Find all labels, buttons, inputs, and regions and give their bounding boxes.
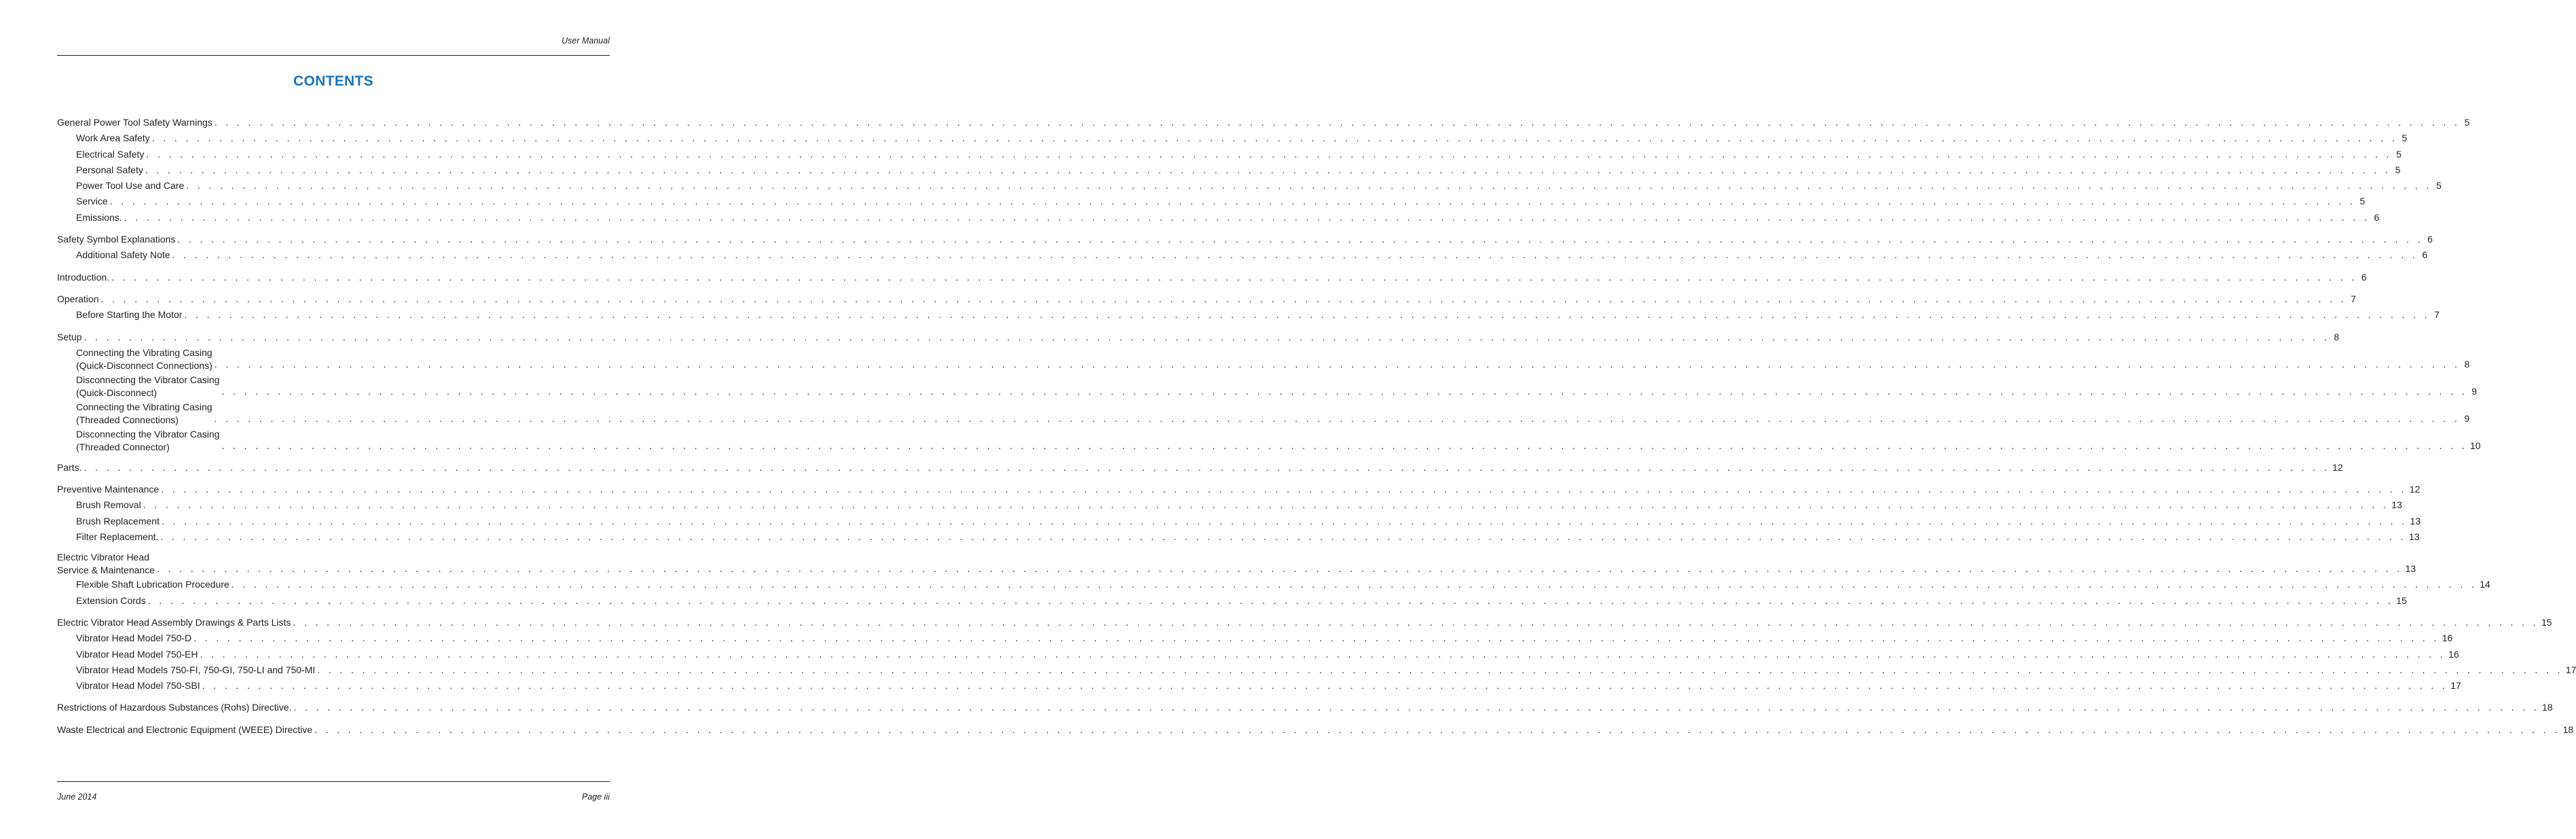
toc-subentry[interactable] — [57, 630, 2453, 646]
toc-subentry[interactable] — [57, 593, 2407, 609]
toc-page-number: 5 — [2359, 196, 2366, 207]
toc-subentry[interactable] — [57, 247, 2428, 263]
toc-entry-title-line: Connecting the Vibrating Casing — [76, 401, 213, 412]
toc-entry-title-line: Parts. — [57, 461, 82, 473]
toc-dot-leader: . . . . . . . . . . . . . . . . . . . . . . . . . . . . . . . . . . . . . . . . . . . . . . . . . . . . . . . . . . . . . . . . . . . . . . . . . . . . . . . . . . . . . . . . . . . . . . . . . . . . . . . . . . . . . . . . . . . . . . . . . . . . . . . . . . . . . . . . . . . . . . . . . . . . . . . . . . . . . . . . . . . . . . . . . . . . . . . . . . . . . . . . . . . . . . . . . . . . . . . . — [151, 132, 2398, 144]
toc-entry-title — [76, 194, 108, 209]
toc-subentry[interactable] — [57, 130, 2408, 146]
toc-entry-title — [76, 210, 122, 226]
toc-section — [57, 329, 2481, 454]
toc-subentry[interactable] — [57, 647, 2459, 662]
toc-section — [57, 291, 2440, 323]
toc-dot-leader: . . . . . . . . . . . . . . . . . . . . . . . . . . . . . . . . . . . . . . . . . . . . . . . . . . . . . . . . . . . . . . . . . . . . . . . . . . . . . . . . . . . . . . . . . . . . . . . . . . . . . . . . . . . . . . . . . . . . . . . . . . . . . . . . . . . . . . . . . . . . . . . . . . . . . . . . . . . . . . . . . . . . . . . . . . . . . . . . . . . . . . . . . . . . . . . . . . . . . . . . — [156, 563, 2403, 575]
toc-section — [57, 722, 2574, 738]
toc-dot-leader: . . . . . . . . . . . . . . . . . . . . . . . . . . . . . . . . . . . . . . . . . . . . . . . . . . . . . . . . . . . . . . . . . . . . . . . . . . . . . . . . . . . . . . . . . . . . . . . . . . . . . . . . . . . . . . . . . . . . . . . . . . . . . . . . . . . . . . . . . . . . . . . . . . . . . . . . . . . . . . . . . . . . . . . . . . . . . . . . . . . . . . . . . . . . . . . . . . . . . . . . — [214, 358, 2461, 370]
toc-subentry[interactable] — [57, 497, 2402, 513]
toc-section — [57, 115, 2470, 226]
toc-dot-leader: . . . . . . . . . . . . . . . . . . . . . . . . . . . . . . . . . . . . . . . . . . . . . . . . . . . . . . . . . . . . . . . . . . . . . . . . . . . . . . . . . . . . . . . . . . . . . . . . . . . . . . . . . . . . . . . . . . . . . . . . . . . . . . . . . . . . . . . . . . . . . . . . . . . . . . . . . . . . . . . . . . . . . . . . . . . . . . . . . . . . . . . . . . . . . . . . . . . . . . . . — [231, 579, 2478, 590]
toc-dot-leader: . . . . . . . . . . . . . . . . . . . . . . . . . . . . . . . . . . . . . . . . . . . . . . . . . . . . . . . . . . . . . . . . . . . . . . . . . . . . . . . . . . . . . . . . . . . . . . . . . . . . . . . . . . . . . . . . . . . . . . . . . . . . . . . . . . . . . . . . . . . . . . . . . . . . . . . . . . . . . . . . . . . . . . . . . . . . . . . . . . . . . . . . . . . . . . . . . . . . . . . . — [109, 196, 2356, 207]
footer-rule — [57, 781, 610, 782]
toc-entry-title-line: Vibrator Head Models 750-FI, 750-GI, 750-LI and 750-MI — [76, 664, 316, 675]
toc-entry-title — [57, 615, 291, 630]
toc-subentry[interactable] — [57, 178, 2442, 194]
toc-page-number: 5 — [2396, 148, 2402, 160]
toc-entry-title-line: Electrical Safety — [76, 148, 145, 160]
toc-entry-title-line: Emissions. — [76, 211, 122, 223]
toc-page-number: 8 — [2334, 331, 2340, 342]
toc-entry-title-line: Power Tool Use and Care — [76, 180, 185, 192]
toc-entry-title — [57, 460, 82, 476]
toc-dot-leader: . . . . . . . . . . . . . . . . . . . . . . . . . . . . . . . . . . . . . . . . . . . . . . . . . . . . . . . . . . . . . . . . . . . . . . . . . . . . . . . . . . . . . . . . . . . . . . . . . . . . . . . . . . . . . . . . . . . . . . . . . . . . . . . . . . . . . . . . . . . . . . . . . . . . . . . . . . . . . . . . . . . . . . . . . . . . . . . . . . . . . . . . . . . . . . . . . . . . . . . . — [111, 271, 2357, 283]
toc-subentry[interactable] — [57, 307, 2440, 323]
toc-dot-leader: . . . . . . . . . . . . . . . . . . . . . . . . . . . . . . . . . . . . . . . . . . . . . . . . . . . . . . . . . . . . . . . . . . . . . . . . . . . . . . . . . . . . . . . . . . . . . . . . . . . . . . . . . . . . . . . . . . . . . . . . . . . . . . . . . . . . . . . . . . . . . . . . . . . . . . . . . . . . . . . . . . . . . . . . . . . . . . . . . . . . . . . . . . . . . . . . . . . . . . . . — [314, 724, 2560, 735]
toc-entry[interactable] — [57, 270, 2367, 285]
toc-dot-leader: . . . . . . . . . . . . . . . . . . . . . . . . . . . . . . . . . . . . . . . . . . . . . . . . . . . . . . . . . . . . . . . . . . . . . . . . . . . . . . . . . . . . . . . . . . . . . . . . . . . . . . . . . . . . . . . . . . . . . . . . . . . . . . . . . . . . . . . . . . . . . . . . . . . . . . . . . . . . . . . . . . . . . . . . . . . . . . . . . . . . . . . . . . . . . . . . . . . . . . . . — [184, 309, 2430, 321]
toc-page-number: 12 — [2409, 484, 2421, 495]
toc-entry-title — [76, 514, 160, 529]
toc-entry-title-line: Brush Removal — [76, 499, 141, 511]
toc-entry-title — [57, 722, 312, 738]
toc-page-number: 9 — [2464, 412, 2470, 424]
toc-dot-leader: . . . . . . . . . . . . . . . . . . . . . . . . . . . . . . . . . . . . . . . . . . . . . . . . . . . . . . . . . . . . . . . . . . . . . . . . . . . . . . . . . . . . . . . . . . . . . . . . . . . . . . . . . . . . . . . . . . . . . . . . . . . . . . . . . . . . . . . . . . . . . . . . . . . . . . . . . . . . . . . . . . . . . . . . . . . . . . . . . . . . . . . . . . . . . . . . . . . . . . . . — [161, 484, 2407, 495]
toc-dot-leader: . . . . . . . . . . . . . . . . . . . . . . . . . . . . . . . . . . . . . . . . . . . . . . . . . . . . . . . . . . . . . . . . . . . . . . . . . . . . . . . . . . . . . . . . . . . . . . . . . . . . . . . . . . . . . . . . . . . . . . . . . . . . . . . . . . . . . . . . . . . . . . . . . . . . . . . . . . . . . . . . . . . . . . . . . . . . . . . . . . . . . . . . . . . . . . . . . . . . . . . . — [161, 515, 2408, 526]
toc-page-number: 6 — [2374, 211, 2380, 223]
header-rule — [57, 55, 610, 56]
toc-entry-title — [76, 662, 315, 678]
toc-page-number: 5 — [2464, 117, 2470, 128]
footer-date: June 2014 — [57, 792, 97, 802]
toc-subentry[interactable] — [57, 374, 2477, 399]
toc-page-number: 5 — [2402, 132, 2408, 144]
toc-entry-title — [57, 551, 155, 577]
toc-entry-title — [57, 115, 213, 130]
toc-entry-title — [76, 247, 170, 263]
toc-entry-title-line: Restrictions of Hazardous Substances (Rohs) Directive. — [57, 702, 292, 713]
toc-entry-title-line: Vibrator Head Model 750-EH — [76, 648, 198, 660]
toc-subentry[interactable] — [57, 162, 2401, 178]
toc-page-number: 13 — [2408, 531, 2420, 543]
toc-entry-title-line: Connecting the Vibrating Casing — [76, 346, 213, 358]
toc-entry[interactable] — [57, 482, 2421, 497]
toc-dot-leader: . . . . . . . . . . . . . . . . . . . . . . . . . . . . . . . . . . . . . . . . . . . . . . . . . . . . . . . . . . . . . . . . . . . . . . . . . . . . . . . . . . . . . . . . . . . . . . . . . . . . . . . . . . . . . . . . . . . . . . . . . . . . . . . . . . . . . . . . . . . . . . . . . . . . . . . . . . . . . . . . . . . . . . . . . . . . . . . . . . . . . . . . . . . . . . . . . . . . . . . . — [124, 211, 2370, 223]
toc-dot-leader: . . . . . . . . . . . . . . . . . . . . . . . . . . . . . . . . . . . . . . . . . . . . . . . . . . . . . . . . . . . . . . . . . . . . . . . . . . . . . . . . . . . . . . . . . . . . . . . . . . . . . . . . . . . . . . . . . . . . . . . . . . . . . . . . . . . . . . . . . . . . . . . . . . . . . . . . . . . . . . . . . . . . . . . . . . . . . . . . . . . . . . . . . . . . . . . . . . . . . . . . — [317, 664, 2563, 675]
toc-entry[interactable] — [57, 615, 2552, 630]
page-title: CONTENTS — [293, 73, 373, 89]
toc-section — [57, 615, 2576, 694]
toc-entry-title — [76, 529, 158, 545]
toc-section — [57, 460, 2343, 476]
toc-entry-title — [57, 291, 98, 307]
toc-dot-leader: . . . . . . . . . . . . . . . . . . . . . . . . . . . . . . . . . . . . . . . . . . . . . . . . . . . . . . . . . . . . . . . . . . . . . . . . . . . . . . . . . . . . . . . . . . . . . . . . . . . . . . . . . . . . . . . . . . . . . . . . . . . . . . . . . . . . . . . . . . . . . . . . . . . . . . . . . . . . . . . . . . . . . . . . . . . . . . . . . . . . . . . . . . . . . . . . . . . . . . . . — [293, 616, 2539, 628]
toc-dot-leader: . . . . . . . . . . . . . . . . . . . . . . . . . . . . . . . . . . . . . . . . . . . . . . . . . . . . . . . . . . . . . . . . . . . . . . . . . . . . . . . . . . . . . . . . . . . . . . . . . . . . . . . . . . . . . . . . . . . . . . . . . . . . . . . . . . . . . . . . . . . . . . . . . . . . . . . . . . . . . . . . . . . . . . . . . . . . . . . . . . . . . . . . . . . . . . . . . . . . . . . . — [84, 331, 2330, 342]
toc-entry-title-line: Vibrator Head Model 750-D — [76, 632, 192, 644]
toc-page-number: 6 — [2422, 249, 2428, 261]
toc-page-number: 6 — [2427, 234, 2433, 245]
toc-page-number: 16 — [2448, 648, 2459, 660]
toc-page-number: 8 — [2464, 358, 2470, 370]
toc-subentry[interactable] — [57, 194, 2366, 209]
toc-dot-leader: . . . . . . . . . . . . . . . . . . . . . . . . . . . . . . . . . . . . . . . . . . . . . . . . . . . . . . . . . . . . . . . . . . . . . . . . . . . . . . . . . . . . . . . . . . . . . . . . . . . . . . . . . . . . . . . . . . . . . . . . . . . . . . . . . . . . . . . . . . . . . . . . . . . . . . . . . . . . . . . . . . . . . . . . . . . . . . . . . . . . . . . . . . . . . . . . . . . . . . . . — [202, 680, 2448, 692]
toc-entry-title-line: Electric Vibrator Head Assembly Drawings & Parts Lists — [57, 616, 291, 628]
toc-entry-title — [76, 147, 144, 162]
toc-section — [57, 270, 2367, 285]
toc-entry-title-line: (Quick-Disconnect Connections) — [76, 359, 213, 371]
toc-entry-title-line: Personal Safety — [76, 164, 143, 175]
toc-entry-title-line: Preventive Maintenance — [57, 484, 160, 495]
toc-page-number: 12 — [2332, 461, 2343, 473]
toc-section — [57, 482, 2421, 545]
toc-subentry[interactable] — [57, 346, 2470, 372]
toc-entry-title — [76, 497, 141, 513]
toc-entry-title — [76, 162, 143, 178]
toc-entry-title — [76, 577, 229, 592]
toc-entry[interactable] — [57, 551, 2416, 577]
toc-subentry[interactable] — [57, 428, 2481, 454]
table-of-contents — [57, 115, 2576, 744]
toc-page-number: 5 — [2436, 180, 2442, 192]
toc-entry[interactable] — [57, 291, 2357, 307]
toc-subentry[interactable] — [57, 662, 2576, 678]
toc-entry-title-line: General Power Tool Safety Warnings — [57, 117, 213, 128]
toc-entry-title — [76, 374, 219, 399]
toc-entry[interactable] — [57, 329, 2340, 345]
toc-dot-leader: . . . . . . . . . . . . . . . . . . . . . . . . . . . . . . . . . . . . . . . . . . . . . . . . . . . . . . . . . . . . . . . . . . . . . . . . . . . . . . . . . . . . . . . . . . . . . . . . . . . . . . . . . . . . . . . . . . . . . . . . . . . . . . . . . . . . . . . . . . . . . . . . . . . . . . . . . . . . . . . . . . . . . . . . . . . . . . . . . . . . . . . . . . . . . . . . . . . . . . . . — [145, 164, 2391, 175]
toc-section — [57, 232, 2433, 264]
toc-dot-leader: . . . . . . . . . . . . . . . . . . . . . . . . . . . . . . . . . . . . . . . . . . . . . . . . . . . . . . . . . . . . . . . . . . . . . . . . . . . . . . . . . . . . . . . . . . . . . . . . . . . . . . . . . . . . . . . . . . . . . . . . . . . . . . . . . . . . . . . . . . . . . . . . . . . . . . . . . . . . . . . . . . . . . . . . . . . . . . . . . . . . . . . . . . . . . . . . . . . . . . . . — [194, 632, 2440, 644]
toc-entry-title-line: Setup — [57, 331, 82, 342]
toc-page-number: 17 — [2565, 664, 2576, 675]
toc-entry-title-line: (Threaded Connector) — [76, 441, 170, 452]
toc-entry-title — [76, 346, 213, 372]
toc-entry-title-line: Service — [76, 196, 108, 207]
toc-entry[interactable] — [57, 115, 2470, 130]
toc-page-number: 15 — [2541, 616, 2552, 628]
toc-subentry[interactable] — [57, 514, 2421, 529]
toc-subentry[interactable] — [57, 577, 2490, 592]
toc-page-number: 7 — [2351, 293, 2357, 304]
toc-entry-title-line: Electric Vibrator Head — [57, 552, 149, 563]
toc-entry-title-line: Service & Maintenance — [57, 565, 155, 576]
toc-section — [57, 551, 2490, 609]
toc-entry-title-line: Before Starting the Motor — [76, 309, 183, 321]
toc-page-number: 18 — [2562, 724, 2574, 735]
toc-dot-leader: . . . . . . . . . . . . . . . . . . . . . . . . . . . . . . . . . . . . . . . . . . . . . . . . . . . . . . . . . . . . . . . . . . . . . . . . . . . . . . . . . . . . . . . . . . . . . . . . . . . . . . . . . . . . . . . . . . . . . . . . . . . . . . . . . . . . . . . . . . . . . . . . . . . . . . . . . . . . . . . . . . . . . . . . . . . . . . . . . . . . . . . . . . . . . . . . . . . . . . . . — [200, 648, 2446, 660]
toc-entry-title-line: Safety Symbol Explanations — [57, 234, 176, 245]
toc-page-number: 17 — [2450, 680, 2461, 692]
toc-entry-title-line: Waste Electrical and Electronic Equipment (WEEE) Directive — [57, 724, 313, 735]
toc-page-number: 16 — [2442, 632, 2453, 644]
toc-dot-leader: . . . . . . . . . . . . . . . . . . . . . . . . . . . . . . . . . . . . . . . . . . . . . . . . . . . . . . . . . . . . . . . . . . . . . . . . . . . . . . . . . . . . . . . . . . . . . . . . . . . . . . . . . . . . . . . . . . . . . . . . . . . . . . . . . . . . . . . . . . . . . . . . . . . . . . . . . . . . . . . . . . . . . . . . . . . . . . . . . . . . . . . . . . . . . . . . . . . . . . . . — [160, 531, 2406, 543]
toc-entry[interactable] — [57, 722, 2574, 738]
toc-dot-leader: . . . . . . . . . . . . . . . . . . . . . . . . . . . . . . . . . . . . . . . . . . . . . . . . . . . . . . . . . . . . . . . . . . . . . . . . . . . . . . . . . . . . . . . . . . . . . . . . . . . . . . . . . . . . . . . . . . . . . . . . . . . . . . . . . . . . . . . . . . . . . . . . . . . . . . . . . . . . . . . . . . . . . . . . . . . . . . . . . . . . . . . . . . . . . . . . . . . . . . . . — [177, 234, 2423, 245]
toc-entry-title-line: Brush Replacement — [76, 515, 160, 526]
toc-entry-title-line: Disconnecting the Vibrator Casing — [76, 374, 220, 385]
toc-entry-title-line: Introduction. — [57, 271, 110, 283]
toc-dot-leader: . . . . . . . . . . . . . . . . . . . . . . . . . . . . . . . . . . . . . . . . . . . . . . . . . . . . . . . . . . . . . . . . . . . . . . . . . . . . . . . . . . . . . . . . . . . . . . . . . . . . . . . . . . . . . . . . . . . . . . . . . . . . . . . . . . . . . . . . . . . . . . . . . . . . . . . . . . . . . . . . . . . . . . . . . . . . . . . . . . . . . . . . . . . . . . . . . . . . . . . . — [221, 385, 2467, 397]
toc-page-number: 10 — [2470, 440, 2481, 451]
toc-entry[interactable] — [57, 700, 2553, 715]
toc-entry-title — [76, 130, 150, 146]
toc-dot-leader: . . . . . . . . . . . . . . . . . . . . . . . . . . . . . . . . . . . . . . . . . . . . . . . . . . . . . . . . . . . . . . . . . . . . . . . . . . . . . . . . . . . . . . . . . . . . . . . . . . . . . . . . . . . . . . . . . . . . . . . . . . . . . . . . . . . . . . . . . . . . . . . . . . . . . . . . . . . . . . . . . . . . . . . . . . . . . . . . . . . . . . . . . . . . . . . . . . . . . . . . — [147, 594, 2394, 606]
toc-dot-leader: . . . . . . . . . . . . . . . . . . . . . . . . . . . . . . . . . . . . . . . . . . . . . . . . . . . . . . . . . . . . . . . . . . . . . . . . . . . . . . . . . . . . . . . . . . . . . . . . . . . . . . . . . . . . . . . . . . . . . . . . . . . . . . . . . . . . . . . . . . . . . . . . . . . . . . . . . . . . . . . . . . . . . . . . . . . . . . . . . . . . . . . . . . . . . . . . . . . . . . . . — [214, 117, 2461, 128]
toc-entry-title — [57, 700, 291, 715]
toc-page-number: 6 — [2361, 271, 2367, 283]
toc-page-number: 13 — [2391, 499, 2402, 511]
toc-dot-leader: . . . . . . . . . . . . . . . . . . . . . . . . . . . . . . . . . . . . . . . . . . . . . . . . . . . . . . . . . . . . . . . . . . . . . . . . . . . . . . . . . . . . . . . . . . . . . . . . . . . . . . . . . . . . . . . . . . . . . . . . . . . . . . . . . . . . . . . . . . . . . . . . . . . . . . . . . . . . . . . . . . . . . . . . . . . . . . . . . . . . . . . . . . . . . . . . . . . . . . . . — [84, 461, 2330, 473]
toc-entry-title — [76, 178, 184, 194]
toc-dot-leader: . . . . . . . . . . . . . . . . . . . . . . . . . . . . . . . . . . . . . . . . . . . . . . . . . . . . . . . . . . . . . . . . . . . . . . . . . . . . . . . . . . . . . . . . . . . . . . . . . . . . . . . . . . . . . . . . . . . . . . . . . . . . . . . . . . . . . . . . . . . . . . . . . . . . . . . . . . . . . . . . . . . . . . . . . . . . . . . . . . . . . . . . . . . . . . . . . . . . . . . . — [293, 702, 2540, 713]
toc-subentry[interactable] — [57, 678, 2461, 694]
toc-dot-leader: . . . . . . . . . . . . . . . . . . . . . . . . . . . . . . . . . . . . . . . . . . . . . . . . . . . . . . . . . . . . . . . . . . . . . . . . . . . . . . . . . . . . . . . . . . . . . . . . . . . . . . . . . . . . . . . . . . . . . . . . . . . . . . . . . . . . . . . . . . . . . . . . . . . . . . . . . . . . . . . . . . . . . . . . . . . . . . . . . . . . . . . . . . . . . . . . . . . . . . . . — [221, 440, 2467, 451]
toc-dot-leader: . . . . . . . . . . . . . . . . . . . . . . . . . . . . . . . . . . . . . . . . . . . . . . . . . . . . . . . . . . . . . . . . . . . . . . . . . . . . . . . . . . . . . . . . . . . . . . . . . . . . . . . . . . . . . . . . . . . . . . . . . . . . . . . . . . . . . . . . . . . . . . . . . . . . . . . . . . . . . . . . . . . . . . . . . . . . . . . . . . . . . . . . . . . . . . . . . . . . . . . . — [186, 180, 2432, 192]
toc-page-number: 7 — [2434, 309, 2440, 321]
toc-dot-leader: . . . . . . . . . . . . . . . . . . . . . . . . . . . . . . . . . . . . . . . . . . . . . . . . . . . . . . . . . . . . . . . . . . . . . . . . . . . . . . . . . . . . . . . . . . . . . . . . . . . . . . . . . . . . . . . . . . . . . . . . . . . . . . . . . . . . . . . . . . . . . . . . . . . . . . . . . . . . . . . . . . . . . . . . . . . . . . . . . . . . . . . . . . . . . . . . . . . . . . . . — [100, 293, 2347, 304]
toc-entry-title-line: Vibrator Head Model 750-SBI — [76, 680, 200, 692]
toc-entry-title — [76, 307, 182, 323]
toc-entry-title — [57, 270, 109, 285]
toc-page-number: 13 — [2405, 563, 2416, 575]
toc-page-number: 5 — [2395, 164, 2401, 175]
toc-subentry[interactable] — [57, 147, 2402, 162]
toc-subentry[interactable] — [57, 401, 2470, 427]
toc-entry-title — [76, 630, 191, 646]
toc-entry-title-line: Work Area Safety — [76, 132, 150, 144]
toc-dot-leader: . . . . . . . . . . . . . . . . . . . . . . . . . . . . . . . . . . . . . . . . . . . . . . . . . . . . . . . . . . . . . . . . . . . . . . . . . . . . . . . . . . . . . . . . . . . . . . . . . . . . . . . . . . . . . . . . . . . . . . . . . . . . . . . . . . . . . . . . . . . . . . . . . . . . . . . . . . . . . . . . . . . . . . . . . . . . . . . . . . . . . . . . . . . . . . . . . . . . . . . . — [143, 499, 2389, 511]
toc-entry-title-line: Filter Replacement. — [76, 531, 159, 543]
toc-dot-leader: . . . . . . . . . . . . . . . . . . . . . . . . . . . . . . . . . . . . . . . . . . . . . . . . . . . . . . . . . . . . . . . . . . . . . . . . . . . . . . . . . . . . . . . . . . . . . . . . . . . . . . . . . . . . . . . . . . . . . . . . . . . . . . . . . . . . . . . . . . . . . . . . . . . . . . . . . . . . . . . . . . . . . . . . . . . . . . . . . . . . . . . . . . . . . . . . . . . . . . . . — [214, 412, 2461, 424]
toc-subentry[interactable] — [57, 210, 2380, 226]
toc-entry-title-line: (Quick-Disconnect) — [76, 387, 158, 398]
toc-entry-title — [76, 678, 200, 694]
toc-entry-title — [57, 329, 82, 345]
toc-page-number: 18 — [2542, 702, 2553, 713]
toc-entry-title-line: Operation — [57, 293, 99, 304]
header-label: User Manual — [562, 36, 610, 46]
toc-dot-leader: . . . . . . . . . . . . . . . . . . . . . . . . . . . . . . . . . . . . . . . . . . . . . . . . . . . . . . . . . . . . . . . . . . . . . . . . . . . . . . . . . . . . . . . . . . . . . . . . . . . . . . . . . . . . . . . . . . . . . . . . . . . . . . . . . . . . . . . . . . . . . . . . . . . . . . . . . . . . . . . . . . . . . . . . . . . . . . . . . . . . . . . . . . . . . . . . . . . . . . . . — [172, 249, 2418, 261]
toc-page-number: 9 — [2471, 385, 2477, 397]
toc-section — [57, 700, 2553, 715]
toc-page-number: 13 — [2410, 515, 2421, 526]
toc-entry-title-line: (Threaded Connections) — [76, 414, 179, 425]
toc-entry-title — [57, 482, 159, 497]
toc-entry-title-line: Disconnecting the Vibrator Casing — [76, 428, 220, 440]
toc-entry-title-line: Flexible Shaft Lubrication Procedure — [76, 579, 229, 590]
toc-entry-title — [76, 593, 146, 609]
toc-entry-title-line: Extension Cords — [76, 594, 146, 606]
toc-entry-title — [76, 401, 213, 427]
toc-dot-leader: . . . . . . . . . . . . . . . . . . . . . . . . . . . . . . . . . . . . . . . . . . . . . . . . . . . . . . . . . . . . . . . . . . . . . . . . . . . . . . . . . . . . . . . . . . . . . . . . . . . . . . . . . . . . . . . . . . . . . . . . . . . . . . . . . . . . . . . . . . . . . . . . . . . . . . . . . . . . . . . . . . . . . . . . . . . . . . . . . . . . . . . . . . . . . . . . . . . . . . . . — [146, 148, 2392, 160]
toc-entry-title — [76, 647, 198, 662]
toc-entry-title — [76, 428, 219, 454]
toc-entry-title-line: Additional Safety Note — [76, 249, 170, 261]
toc-entry[interactable] — [57, 232, 2433, 247]
toc-page-number: 15 — [2396, 594, 2407, 606]
toc-subentry[interactable] — [57, 529, 2420, 545]
footer-page-number: Page iii — [582, 792, 610, 802]
toc-entry-title — [57, 232, 175, 247]
toc-entry[interactable] — [57, 460, 2343, 476]
toc-page-number: 14 — [2480, 579, 2490, 590]
